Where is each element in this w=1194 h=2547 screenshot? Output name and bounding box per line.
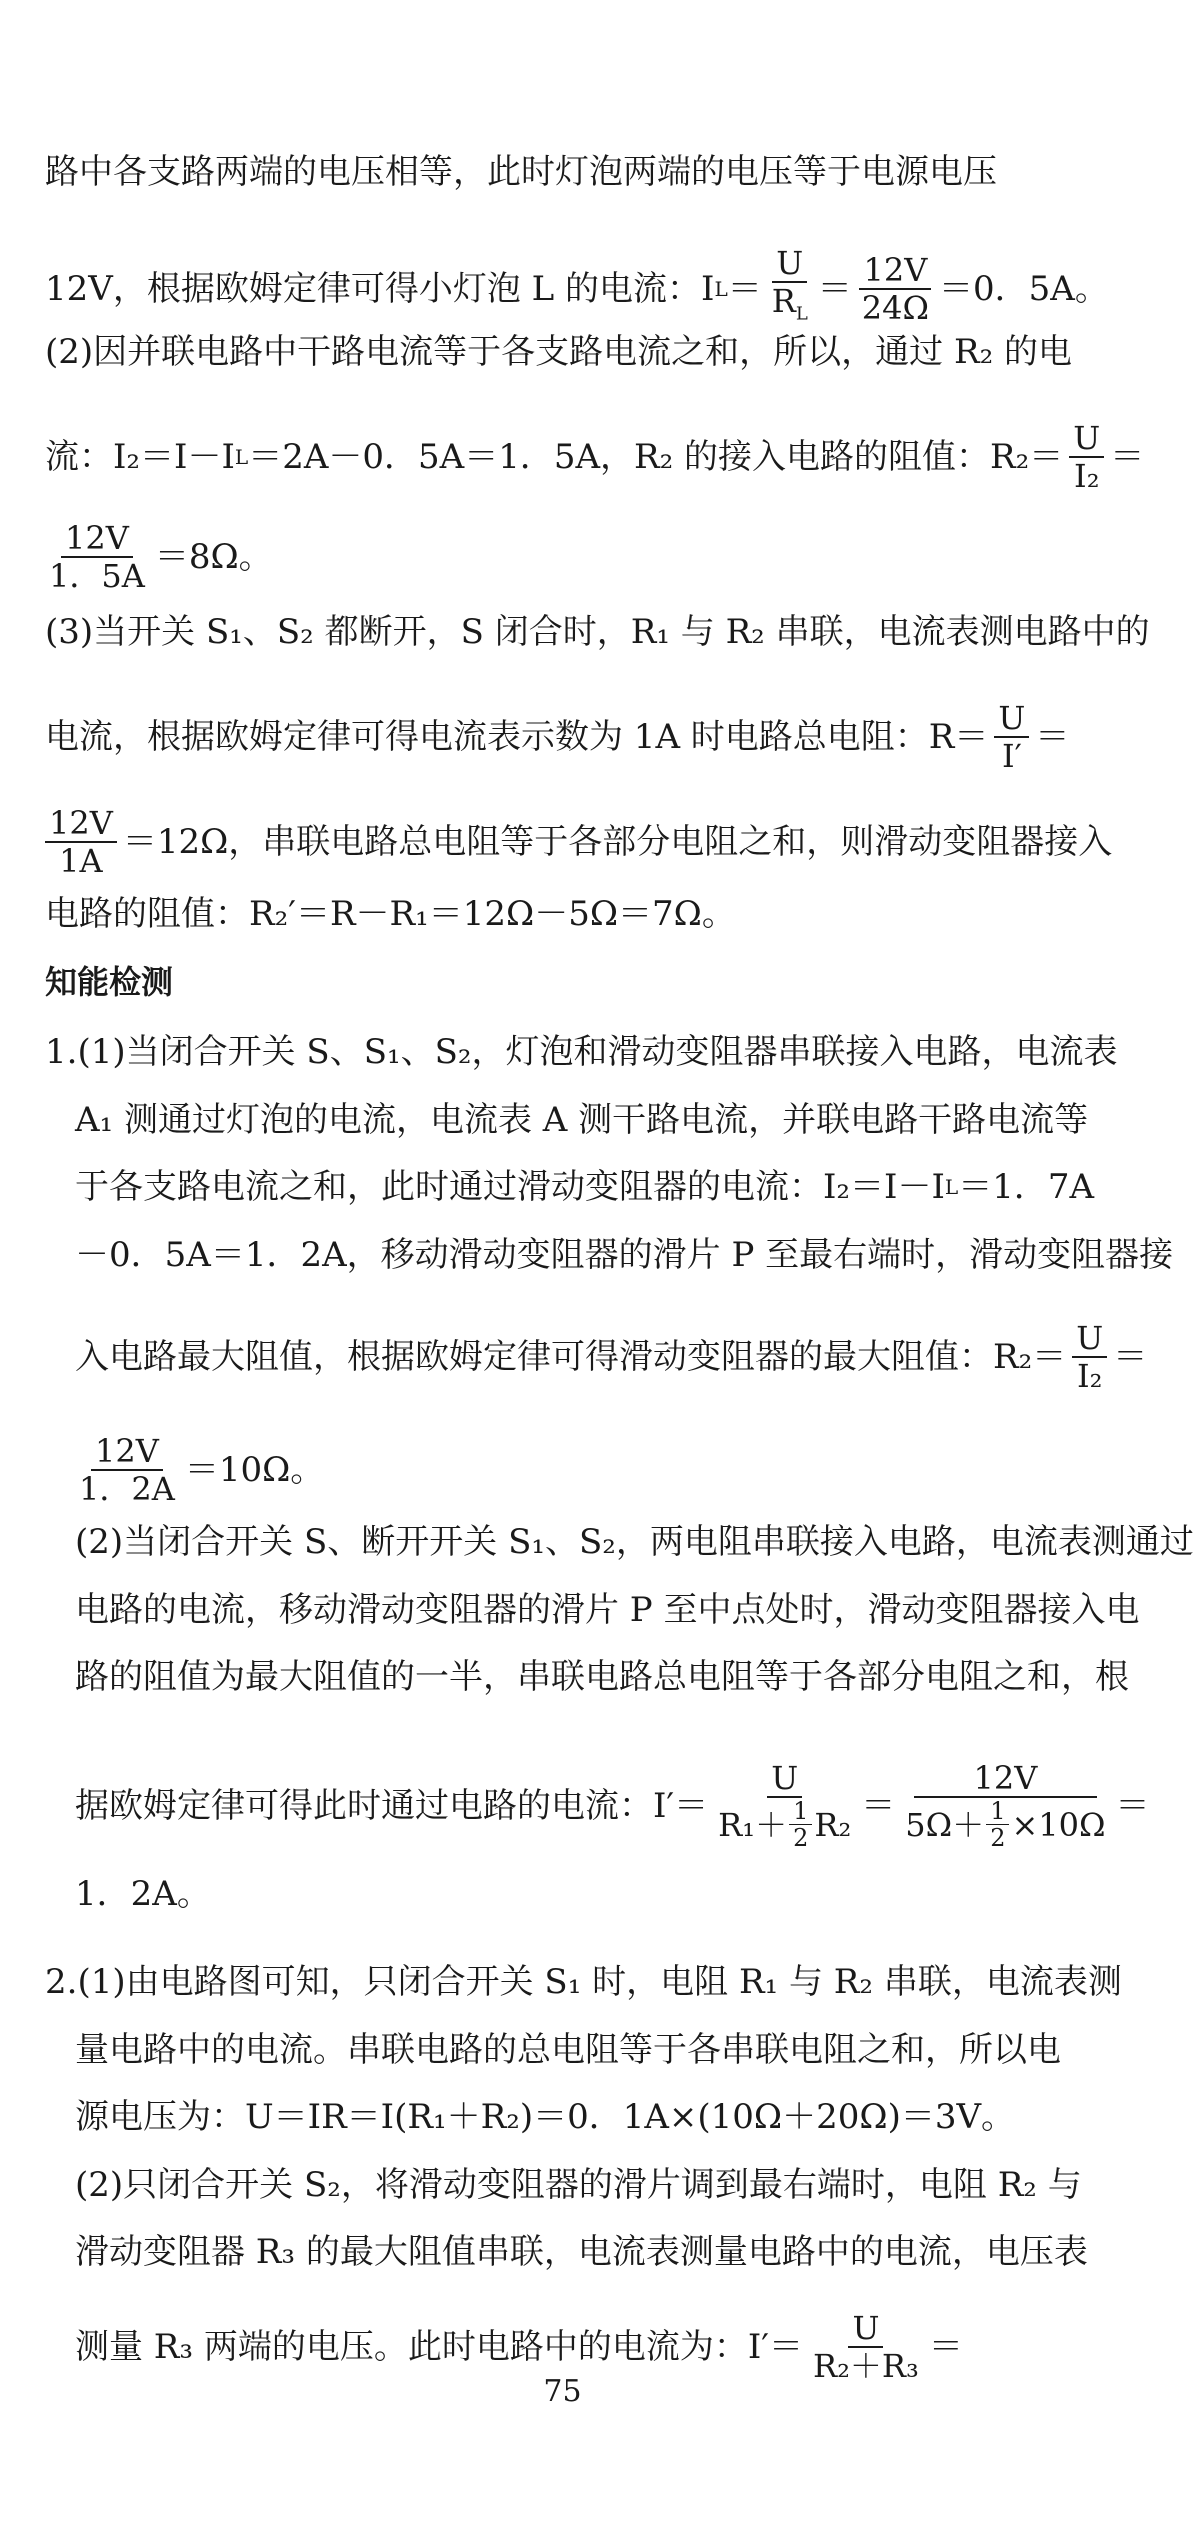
- text-span: 电流，根据欧姆定律可得电流表示数为 1A 时电路总电阻：R＝: [45, 717, 989, 757]
- text-span: ＝: [1113, 1337, 1148, 1377]
- fraction-numerator: U: [767, 1760, 802, 1798]
- fraction-numerator: U: [1072, 1320, 1107, 1358]
- page-number: 75: [543, 2374, 582, 2409]
- text-line: [75, 2028, 1075, 2072]
- fraction: [768, 245, 812, 332]
- text-span: ＝: [817, 268, 852, 309]
- text-span: ＝: [727, 268, 762, 309]
- text-span: (2)因并联电路中干路电流等于各支路电流之和，所以，通过 R₂ 的电: [45, 332, 1073, 372]
- fraction-denominator: I′: [1001, 737, 1022, 775]
- text-span: 5Ω＋: [905, 1805, 985, 1844]
- fraction-numerator: U: [772, 245, 807, 283]
- text-span: 入电路最大阻值，根据欧姆定律可得滑动变阻器的最大阻值：R₂＝: [75, 1337, 1067, 1377]
- fraction-numerator: 1: [986, 1798, 1009, 1825]
- text-span: ＝: [1110, 437, 1145, 477]
- text-span: 滑动变阻器 R₃ 的最大阻值串联，电流表测量电路中的电流，电压表: [75, 2232, 1088, 2272]
- text-line: [75, 2095, 1075, 2139]
- text-line: [75, 2163, 1082, 2207]
- fraction-denominator: 1A: [59, 842, 103, 880]
- fraction: [1072, 1320, 1107, 1394]
- fraction: [1069, 420, 1104, 494]
- text-line: [45, 244, 1109, 332]
- fraction-denominator: R₂＋R₃: [813, 2347, 919, 2385]
- fraction-numerator: U: [848, 2310, 883, 2348]
- text-span: ＝: [861, 1785, 896, 1826]
- text-line: [45, 610, 1150, 654]
- text-span: ＝0．5A。: [939, 268, 1109, 309]
- text-line: [75, 1433, 1075, 1507]
- text-line: [45, 892, 1075, 936]
- text-span: ＝: [1115, 1785, 1150, 1826]
- text-span: 测量 R₃ 两端的电压。此时电路中的电流为：I′＝: [75, 2327, 803, 2367]
- fraction-denominator: I₂: [1074, 457, 1100, 495]
- text-line: [75, 1655, 1129, 1699]
- text-line: [75, 1872, 1075, 1916]
- text-span: 2.(1)由电路图可知，只闭合开关 S₁ 时，电阻 R₁ 与 R₂ 串联，电流表测: [45, 1962, 1122, 2002]
- text-span: 源电压为：U＝IR＝I(R₁＋R₂)＝0．1A×(10Ω＋20Ω)＝3V。: [75, 2097, 1016, 2137]
- text-line: [45, 150, 1075, 194]
- fraction-denominator: 1．2A: [79, 1470, 175, 1508]
- fraction: [901, 1760, 1109, 1851]
- text-line: [75, 1759, 1150, 1852]
- text-span: 路中各支路两端的电压相等，此时灯泡两端的电压等于电源电压: [45, 152, 997, 192]
- text-span: (3)当开关 S₁、S₂ 都断开，S 闭合时，R₁ 与 R₂ 串联，电流表测电路中的: [45, 612, 1150, 652]
- text-line: [75, 1319, 1148, 1395]
- fraction-denominator: 1．5A: [49, 557, 145, 595]
- fraction: [75, 1433, 179, 1507]
- text-span: (2)当闭合开关 S、断开开关 S₁、S₂，两电阻串联接入电路，电流表测通过: [75, 1522, 1194, 1562]
- text-span: 1．2A。: [75, 1874, 211, 1914]
- fraction-denominator: [901, 1798, 1109, 1851]
- text-line: [45, 520, 1075, 594]
- fraction-denominator: 2: [793, 1824, 809, 1852]
- text-span: 据欧姆定律可得此时通过电路的电流：I′＝: [75, 1785, 709, 1826]
- fraction-numerator: U: [994, 700, 1029, 738]
- text-line: [45, 700, 1075, 774]
- fraction: [45, 520, 149, 594]
- text-line: [75, 1165, 1095, 1209]
- subscript: L: [795, 303, 808, 325]
- fraction-denominator: 2: [990, 1824, 1006, 1852]
- text-span: 电路的阻值：R₂′＝R－R₁＝12Ω－5Ω＝7Ω。: [45, 894, 736, 934]
- text-line: [45, 804, 1113, 880]
- text-span: ＝2A－0．5A＝1．5A，R₂ 的接入电路的阻值：R₂＝: [248, 437, 1064, 477]
- text-span: 流：I₂＝I－I: [45, 437, 235, 477]
- text-span: 量电路中的电流。串联电路的总电阻等于各串联电阻之和，所以电: [75, 2030, 1061, 2070]
- text-line: [75, 1098, 1089, 1142]
- fraction-denominator: 24Ω: [861, 288, 930, 327]
- text-span: 12V，根据欧姆定律可得小灯泡 L 的电流：I: [45, 268, 715, 309]
- text-line: [45, 1960, 1122, 2004]
- fraction: [858, 252, 933, 326]
- fraction-numerator: U: [1069, 420, 1104, 458]
- text-span: ＝: [928, 2327, 963, 2367]
- fraction: [994, 700, 1029, 774]
- text-span: R: [771, 282, 796, 320]
- subscript: L: [944, 1175, 959, 1199]
- text-line: [75, 1233, 1174, 1277]
- text-span: A₁ 测通过灯泡的电流，电流表 A 测干路电流，并联电路干路电流等: [75, 1100, 1089, 1140]
- subscript: L: [234, 445, 249, 469]
- fraction-denominator: [714, 1798, 855, 1851]
- text-span: ＝10Ω。: [184, 1450, 325, 1490]
- text-span: 1.(1)当闭合开关 S、S₁、S₂，灯泡和滑动变阻器串联接入电路，电流表: [45, 1032, 1118, 1072]
- text-span: ×10Ω: [1011, 1805, 1106, 1844]
- text-span: ＝12Ω，串联电路总电阻等于各部分电阻之和，则滑动变阻器接入: [122, 822, 1113, 862]
- text-line: [75, 1520, 1194, 1564]
- fraction-numerator: 1: [789, 1798, 812, 1825]
- text-span: ＝1．7A: [958, 1167, 1095, 1207]
- fraction-numerator: 12V: [859, 252, 931, 290]
- fraction: [45, 805, 117, 879]
- text-line: [75, 2230, 1088, 2274]
- section-heading: 知能检测: [45, 963, 174, 1001]
- fraction-numerator: 12V: [91, 1433, 163, 1471]
- text-span: 电路的电流，移动滑动变阻器的滑片 P 至中点处时，滑动变阻器接入电: [75, 1590, 1140, 1630]
- half-fraction: [986, 1798, 1009, 1851]
- fraction-numerator: 12V: [61, 520, 133, 558]
- text-span: ＝8Ω。: [154, 537, 273, 577]
- text-line: [75, 1588, 1140, 1632]
- text-span: 路的阻值为最大阻值的一半，串联电路总电阻等于各部分电阻之和，根: [75, 1657, 1129, 1697]
- text-span: R₂: [814, 1805, 852, 1844]
- text-span: (2)只闭合开关 S₂，将滑动变阻器的滑片调到最右端时，电阻 R₂ 与: [75, 2165, 1082, 2205]
- text-line: [45, 330, 1075, 374]
- fraction-denominator: I₂: [1076, 1357, 1103, 1395]
- text-line: [45, 419, 1145, 495]
- subscript: L: [714, 276, 728, 301]
- fraction-numerator: 12V: [914, 1760, 1098, 1798]
- fraction: [714, 1760, 855, 1851]
- half-fraction: [789, 1798, 812, 1851]
- text-span: 于各支路电流之和，此时通过滑动变阻器的电流：I₂＝I－I: [75, 1167, 945, 1207]
- text-span: ＝: [1035, 717, 1070, 757]
- text-line: [45, 1030, 1118, 1074]
- fraction-numerator: 12V: [45, 805, 117, 843]
- text-span: R₁＋: [718, 1805, 788, 1844]
- text-span: －0．5A＝1．2A，移动滑动变阻器的滑片 P 至最右端时，滑动变阻器接: [75, 1235, 1174, 1275]
- fraction-denominator: [768, 283, 812, 332]
